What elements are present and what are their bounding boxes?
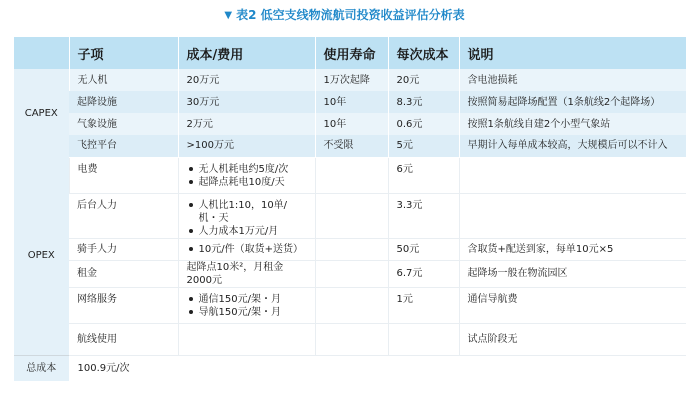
row-per: 6.7元 — [388, 260, 459, 287]
table-row — [14, 260, 686, 287]
total-row — [14, 355, 686, 381]
row-per: 20元 — [388, 69, 459, 91]
row-note — [459, 157, 686, 193]
header-cost: 成本/费用 — [178, 37, 315, 69]
list-item: 起降点耗电10度/天 — [187, 176, 307, 189]
table-row — [14, 193, 686, 238]
row-per: 8.3元 — [388, 91, 459, 113]
row-item: 后台人力 — [69, 193, 178, 238]
cost-list — [187, 293, 307, 319]
opex-label: OPEX — [14, 157, 69, 355]
row-item: 租金 — [69, 260, 178, 287]
row-life — [315, 238, 388, 260]
header-row — [14, 37, 686, 69]
table-row — [14, 287, 686, 323]
row-cost: 2万元 — [178, 113, 315, 135]
cost-list — [187, 243, 307, 256]
row-item: 起降设施 — [69, 91, 178, 113]
table-row — [14, 135, 686, 157]
row-life: 不受限 — [315, 135, 388, 157]
row-note: 按照1条航线自建2个小型气象站 — [459, 113, 686, 135]
row-life — [315, 157, 388, 193]
table-title — [0, 6, 689, 26]
row-life — [315, 323, 388, 355]
row-life: 10年 — [315, 113, 388, 135]
row-note: 含取货+配送到家，每单10元×5 — [459, 238, 686, 260]
row-item: 无人机 — [69, 69, 178, 91]
list-item: 通信150元/架・月 — [187, 293, 307, 306]
row-note: 通信导航费 — [459, 287, 686, 323]
total-value: 100.9元/次 — [69, 355, 686, 381]
list-item: 导航150元/架・月 — [187, 306, 307, 319]
table-row — [14, 323, 686, 355]
row-item: 气象设施 — [69, 113, 178, 135]
row-life — [315, 193, 388, 238]
triangle-down-icon: ▼ — [224, 10, 233, 21]
table-row — [14, 91, 686, 113]
row-note: 含电池损耗 — [459, 69, 686, 91]
row-item: 飞控平台 — [69, 135, 178, 157]
row-life — [315, 287, 388, 323]
row-item: 网络服务 — [69, 287, 178, 323]
row-cost — [178, 238, 315, 260]
header-per-use-cost: 每次成本 — [388, 37, 459, 69]
header-life: 使用寿命 — [315, 37, 388, 69]
row-life — [315, 260, 388, 287]
row-per: 50元 — [388, 238, 459, 260]
row-note: 起降场一般在物流园区 — [459, 260, 686, 287]
row-note — [459, 193, 686, 238]
table-row — [14, 113, 686, 135]
table-row — [14, 157, 686, 193]
row-per — [388, 323, 459, 355]
row-item: 航线使用 — [69, 323, 178, 355]
row-item: 骑手人力 — [69, 238, 178, 260]
row-per: 3.3元 — [388, 193, 459, 238]
row-cost: >100万元 — [178, 135, 315, 157]
row-note: 按照简易起降场配置（1条航线2个起降场） — [459, 91, 686, 113]
row-life: 10年 — [315, 91, 388, 113]
row-item: 电费 — [69, 157, 178, 193]
row-per: 1元 — [388, 287, 459, 323]
list-item: 人机比1:10，10单/机・天 — [187, 199, 307, 225]
capex-label: CAPEX — [14, 69, 69, 157]
row-note: 试点阶段无 — [459, 323, 686, 355]
row-per: 5元 — [388, 135, 459, 157]
list-item: 10元/件（取货+送货） — [187, 243, 307, 256]
row-cost: 30万元 — [178, 91, 315, 113]
header-note: 说明 — [459, 37, 686, 69]
header-item: 子项 — [69, 37, 178, 69]
list-item: 无人机耗电约5度/次 — [187, 163, 307, 176]
row-note: 早期计入每单成本较高，大规模后可以不计入 — [459, 135, 686, 157]
row-per: 6元 — [388, 157, 459, 193]
row-per: 0.6元 — [388, 113, 459, 135]
table-row — [14, 238, 686, 260]
row-life: 1万次起降 — [315, 69, 388, 91]
row-cost — [178, 287, 315, 323]
row-cost — [178, 323, 315, 355]
cost-list — [187, 163, 307, 189]
row-cost: 起降点10米²，月租金2000元 — [178, 260, 315, 287]
row-cost — [178, 193, 315, 238]
cost-list — [187, 199, 307, 238]
row-cost — [178, 157, 315, 193]
list-item: 人力成本1万元/月 — [187, 225, 307, 238]
header-category — [14, 37, 69, 69]
investment-analysis-table — [14, 37, 686, 381]
row-cost: 20万元 — [178, 69, 315, 91]
table-title-text: 表2 低空支线物流航司投资收益评估分析表 — [236, 8, 465, 22]
total-label: 总成本 — [14, 355, 69, 381]
table-row — [14, 69, 686, 91]
